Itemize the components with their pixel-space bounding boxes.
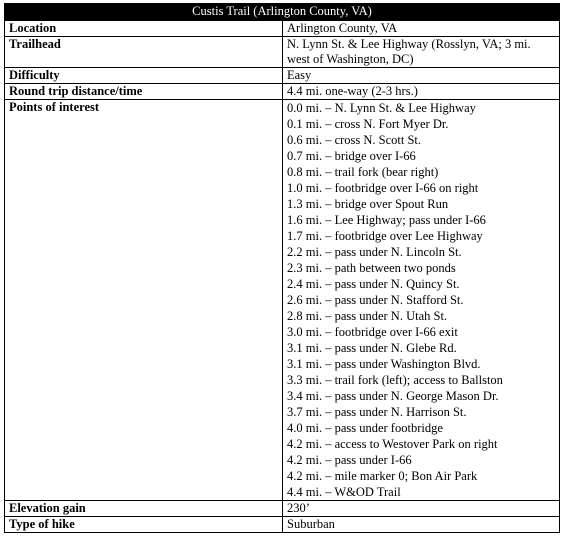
trailhead-value: N. Lynn St. & Lee Highway (Rosslyn, VA; 3 mi. west of Washington, DC) [283, 37, 560, 68]
poi-item: 4.4 mi. – W&OD Trail [287, 485, 401, 499]
poi-item: 3.1 mi. – pass under Washington Blvd. [287, 357, 481, 371]
row-points-of-interest [5, 100, 560, 501]
table-title-row [5, 4, 560, 21]
hike-type-label: Type of hike [5, 517, 283, 533]
location-value: Arlington County, VA [283, 21, 560, 37]
poi-item: 3.1 mi. – pass under N. Glebe Rd. [287, 341, 457, 355]
poi-item: 2.3 mi. – path between two ponds [287, 261, 456, 275]
poi-item: 3.0 mi. – footbridge over I-66 exit [287, 325, 458, 339]
elevation-value: 230’ [283, 501, 560, 517]
row-location [5, 21, 560, 37]
poi-item: 0.1 mi. – cross N. Fort Myer Dr. [287, 117, 449, 131]
poi-item: 2.6 mi. – pass under N. Stafford St. [287, 293, 464, 307]
location-label: Location [5, 21, 283, 37]
poi-item: 0.0 mi. – N. Lynn St. & Lee Highway [287, 101, 476, 115]
distance-value: 4.4 mi. one-way (2-3 hrs.) [283, 84, 560, 100]
poi-item: 3.4 mi. – pass under N. George Mason Dr. [287, 389, 499, 403]
trail-info-table [4, 3, 560, 533]
table-title: Custis Trail (Arlington County, VA) [5, 4, 560, 21]
poi-item: 1.0 mi. – footbridge over I-66 on right [287, 181, 479, 195]
poi-item: 4.2 mi. – pass under I-66 [287, 453, 412, 467]
row-elevation [5, 501, 560, 517]
hike-type-value: Suburban [283, 517, 560, 533]
poi-item: 0.8 mi. – trail fork (bear right) [287, 165, 439, 179]
poi-item: 2.4 mi. – pass under N. Quincy St. [287, 277, 460, 291]
row-hike-type [5, 517, 560, 533]
poi-item: 4.0 mi. – pass under footbridge [287, 421, 443, 435]
poi-item: 4.2 mi. – access to Westover Park on right [287, 437, 498, 451]
poi-item: 3.3 mi. – trail fork (left); access to Ballston [287, 373, 503, 387]
poi-item: 3.7 mi. – pass under N. Harrison St. [287, 405, 467, 419]
poi-item: 0.6 mi. – cross N. Scott St. [287, 133, 422, 147]
trailhead-label: Trailhead [5, 37, 283, 68]
poi-item: 0.7 mi. – bridge over I-66 [287, 149, 416, 163]
poi-item: 4.2 mi. – mile marker 0; Bon Air Park [287, 469, 478, 483]
poi-item: 1.7 mi. – footbridge over Lee Highway [287, 229, 483, 243]
poi-item: 2.2 mi. – pass under N. Lincoln St. [287, 245, 462, 259]
poi-item: 2.8 mi. – pass under N. Utah St. [287, 309, 448, 323]
difficulty-value: Easy [283, 68, 560, 84]
row-trailhead [5, 37, 560, 68]
difficulty-label: Difficulty [5, 68, 283, 84]
poi-list [283, 100, 560, 501]
row-distance [5, 84, 560, 100]
row-difficulty [5, 68, 560, 84]
poi-item: 1.6 mi. – Lee Highway; pass under I-66 [287, 213, 486, 227]
poi-label: Points of interest [5, 100, 283, 501]
distance-label: Round trip distance/time [5, 84, 283, 100]
elevation-label: Elevation gain [5, 501, 283, 517]
poi-item: 1.3 mi. – bridge over Spout Run [287, 197, 449, 211]
